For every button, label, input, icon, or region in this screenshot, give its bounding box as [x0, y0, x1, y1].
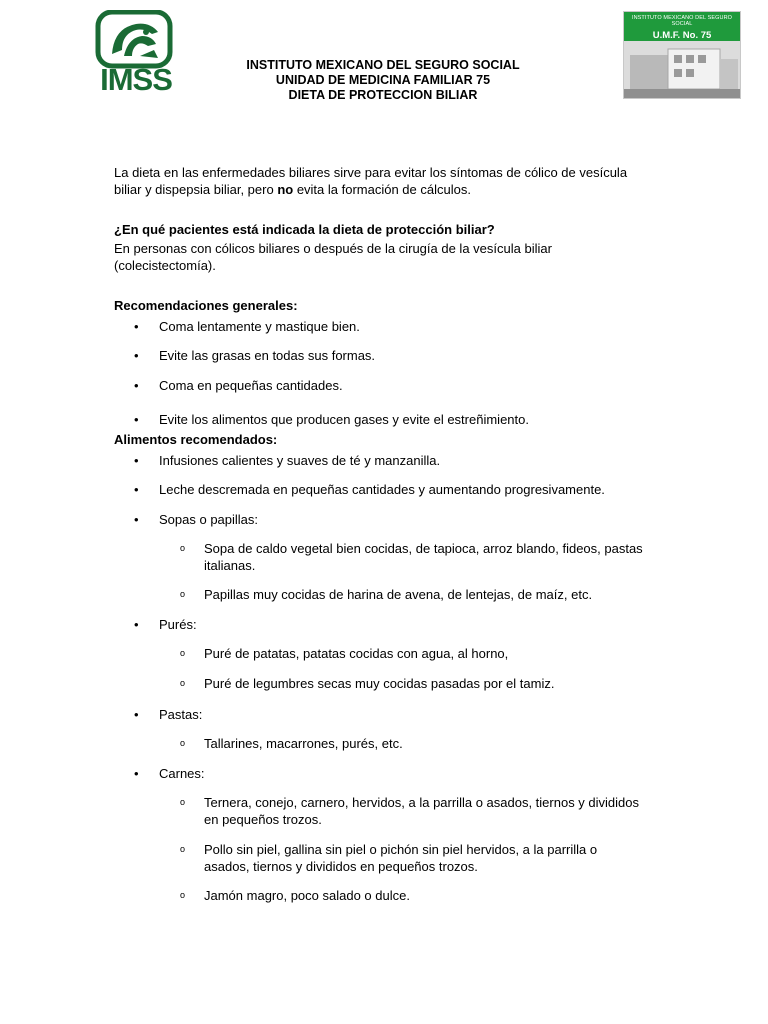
circle-bullet-icon: o — [180, 589, 186, 599]
building-photo-icon — [624, 41, 740, 98]
list-item-text: Evite los alimentos que producen gases y evite el estreñimiento. — [159, 412, 529, 427]
sub-list-item-text: Papillas muy cocidas de harina de avena, de lentejas, de maíz, etc. — [204, 587, 593, 602]
bullet-icon: • — [134, 482, 139, 497]
sub-list-item-text: Pollo sin piel, gallina sin piel o pichón sin piel hervidos, a la parrilla o asados, tiernos y divididos en pequeños trozos. — [204, 842, 598, 874]
intro-paragraph — [114, 164, 654, 198]
circle-bullet-icon: o — [180, 890, 186, 900]
bullet-icon: • — [134, 453, 139, 468]
circle-bullet-icon: o — [180, 648, 186, 658]
bullet-icon: • — [134, 766, 139, 781]
badge-banner — [624, 12, 740, 41]
intro-emphasis: no — [277, 182, 294, 197]
list-item-text: Coma lentamente y mastique bien. — [159, 319, 360, 334]
intro-text: La dieta en las enfermedades biliares sirve para evitar los síntomas de cólico de vesícula biliar y dispepsia biliar, pero — [114, 165, 628, 197]
recommended-heading: Alimentos recomendados: — [114, 432, 278, 447]
list-item-text: Leche descremada en pequeñas cantidades y aumentando progresivamente. — [159, 482, 605, 497]
badge-unit: U.M.F. No. 75 — [652, 30, 712, 41]
circle-bullet-icon: o — [180, 543, 186, 553]
indications-heading: ¿En qué pacientes está indicada la dieta de protección biliar? — [114, 222, 495, 237]
list-item-text: Purés: — [159, 617, 197, 632]
intro-text-end: evita la formación de cálculos. — [293, 182, 471, 197]
document-header — [188, 58, 578, 103]
list-item-text: Sopas o papillas: — [159, 512, 259, 527]
list-item-text: Carnes: — [159, 766, 205, 781]
bullet-icon: • — [134, 412, 139, 427]
list-item-text: Pastas: — [159, 707, 203, 722]
circle-bullet-icon: o — [180, 678, 186, 688]
sub-list-item-text: Ternera, conejo, carnero, hervidos, a la parrilla o asados, tiernos y divididos en pequeños trozos. — [204, 795, 640, 827]
general-heading: Recomendaciones generales: — [114, 298, 298, 313]
bullet-icon: • — [134, 617, 139, 632]
badge-institution: INSTITUTO MEXICANO DEL SEGURO SOCIAL — [631, 15, 733, 27]
indications-text: En personas con cólicos biliares o después de la cirugía de la vesícula biliar (colecistectomía). — [114, 241, 552, 273]
bullet-icon: • — [134, 378, 139, 393]
umf-badge — [623, 11, 741, 99]
institution-name: INSTITUTO MEXICANO DEL SEGURO SOCIAL — [246, 58, 520, 72]
sub-list-item-text: Tallarines, macarrones, purés, etc. — [204, 736, 403, 751]
bullet-icon: • — [134, 512, 139, 527]
sub-list-item-text: Jamón magro, poco salado o dulce. — [204, 888, 410, 903]
imss-logo — [92, 10, 178, 100]
document-title: DIETA DE PROTECCION BILIAR — [288, 88, 478, 102]
unit-name: UNIDAD DE MEDICINA FAMILIAR 75 — [275, 73, 491, 87]
bullet-icon: • — [134, 707, 139, 722]
sub-list-item-text: Puré de legumbres secas muy cocidas pasadas por el tamiz. — [204, 676, 555, 691]
bullet-icon: • — [134, 348, 139, 363]
list-item-text: Coma en pequeñas cantidades. — [159, 378, 343, 393]
bullet-icon: • — [134, 319, 139, 334]
imss-logo-text: IMSS — [100, 62, 172, 97]
list-item-text: Evite las grasas en todas sus formas. — [159, 348, 376, 363]
list-item-text: Infusiones calientes y suaves de té y manzanilla. — [159, 453, 441, 468]
circle-bullet-icon: o — [180, 797, 186, 807]
circle-bullet-icon: o — [180, 738, 186, 748]
sub-list-item-text: Sopa de caldo vegetal bien cocidas, de tapioca, arroz blando, fideos, pastas italianas. — [204, 541, 643, 573]
sub-list-item-text: Puré de patatas, patatas cocidas con agua, al horno, — [204, 646, 509, 661]
circle-bullet-icon: o — [180, 844, 186, 854]
